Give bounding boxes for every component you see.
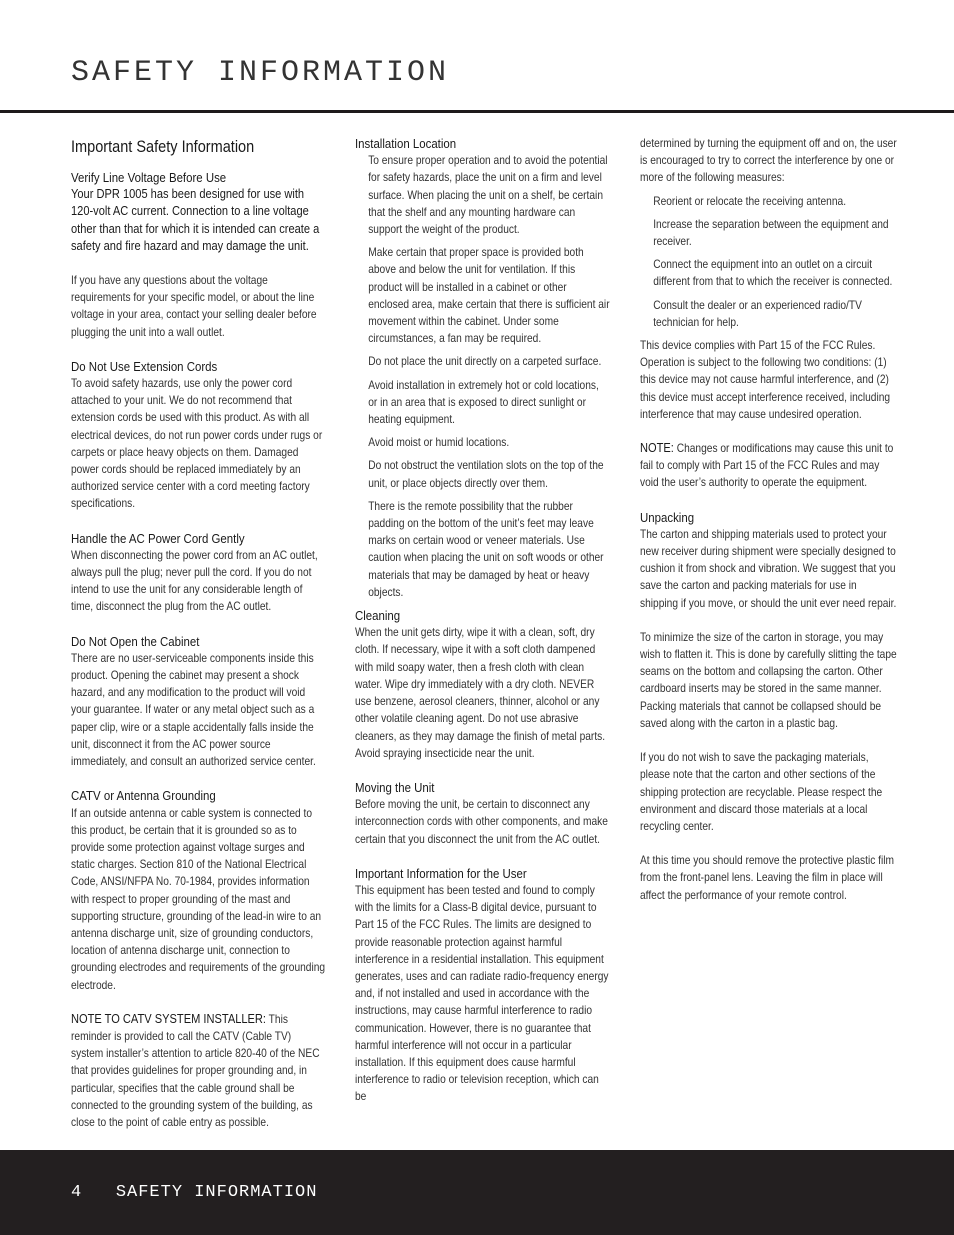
paragraph: If an outside antenna or cable system is connected to this product, be certain that it is grounded so as to provide some protection against voltage surges and static charges. Section 810 of the National Electrical Code, ANSI/NFPA No. 70-1984, provides information with respect to proper grounding of the mast and supporting structure, grounding of the lead-in wire to an antenna discharge unit, size of grounding conductors, location of antenna discharge unit, connection to grounding electrodes and requirements of the grounding electrode. [71, 806, 326, 992]
paragraph: Do not place the unit directly on a carpeted surface. [368, 355, 602, 369]
paragraph: To avoid safety hazards, use only the power cord attached to your unit. We do not recommend that extension cords be used with this product. As with all electrical devices, do not run power cords under rugs or carpets or place heavy objects on them. Damaged power cords should be replaced immediately by an authorized service center with a cord meeting factory specifications. [71, 377, 323, 511]
paragraph: Avoid moist or humid locations. [368, 436, 510, 450]
paragraph: determined by turning the equipment off and on, the user is encouraged to try to correct the interference by one or more of the following measures: [640, 137, 897, 185]
page-title: SAFETY INFORMATION [71, 56, 450, 90]
footer-bar [0, 1150, 954, 1235]
paragraph: If you have any questions about the voltage requirements for your specific model, or about the line voltage in your area, contact your selling dealer before plugging the unit into a wall outlet. [71, 274, 317, 339]
paragraph: When disconnecting the power cord from an AC outlet, always pull the plug; never pull the cord. If you do not intend to use the unit for any considerable length of time, disconnect the plug from the AC outlet. [71, 548, 318, 614]
paragraph: At this time you should remove the protective plastic film from the front-panel lens. Leaving the film in place will affect the performance of your remote control. [640, 854, 895, 902]
page-number: 4 [71, 1183, 83, 1202]
column-1 [71, 135, 326, 1136]
paragraph: To ensure proper operation and to avoid the potential for safety hazards, place the unit on a firm and level surface. When placing the unit on a shelf, be certain that the shelf and any mounting hardware can support the weight of the product. [368, 154, 608, 237]
catv-note [71, 1011, 326, 1131]
column-2 [355, 135, 610, 1111]
section-heading: Important Safety Information [71, 138, 255, 156]
measure-item: Consult the dealer or an experienced radio/TV technician for help. [653, 298, 862, 329]
subheading-power-cord: Handle the AC Power Cord Gently [71, 530, 245, 546]
paragraph: Avoid installation in extremely hot or cold locations, or in an area that is exposed to direct sunlight or heating equipment. [368, 378, 599, 427]
paragraph: Make certain that proper space is provided both above and below the unit for ventilation. If this product will be installed in a cabinet or other enclosed area, make certain that there is sufficient air movement within the cabinet. Under some circumstances, a fan may be required. [368, 246, 610, 346]
subheading-unpacking: Unpacking [640, 509, 695, 525]
subheading-installation: Installation Location [355, 136, 457, 151]
paragraph: The carton and shipping materials used to protect your new receiver during shipment were specially designed to cushion it from shock and vibration. We suggest that you save the carton and packing materials for use in shipping if you move, or should the unit ever need repair. [640, 527, 897, 610]
paragraph: Before moving the unit, be certain to disconnect any interconnection cords with other components, and make certain that you disconnect the unit from the AC outlet. [355, 798, 608, 846]
fcc-note [640, 440, 897, 492]
column-3 [640, 135, 897, 909]
note-text: This reminder is provided to call the CATV (Cable TV) system installer’s attention to article 820-40 of the NEC that provides guidelines for proper grounding and, in particular, specifies that the cable ground shall be connected to the grounding system of the building, as close to the point of cable entry as possible. [71, 1012, 320, 1129]
paragraph: Do not obstruct the ventilation slots on the top of the unit, or place objects directly over them. [368, 459, 604, 490]
paragraph: This device complies with Part 15 of the FCC Rules. Operation is subject to the following two conditions: (1) this device may not cause harmful interference, and (2) this device must accept interference received, including interference that may cause undesired operation. [640, 339, 891, 421]
footer-section-title: SAFETY INFORMATION [115, 1183, 318, 1202]
paragraph: When the unit gets dirty, wipe it with a clean, soft, dry cloth. If necessary, wipe it with a soft cloth dampened with mild soapy water, then a fresh cloth with clean water. Wipe dry immediately with a dry cloth. NEVER use benzene, aerosol cleaners, thinner, alcohol or any other volatile cleaning agent. Do not use abrasive cleaners, as they may damage the finish of metal parts. Avoid spraying insecticide near the unit. [355, 626, 606, 760]
paragraph: There is the remote possibility that the rubber padding on the bottom of the unit’s feet may leave marks on certain wood or veneer materials. Use caution when placing the unit on soft woods or other materials that may be damaged by heat or heavy objects. [368, 499, 604, 599]
note-label: NOTE TO CATV SYSTEM INSTALLER: [71, 1011, 267, 1026]
measure-item: Increase the separation between the equipment and receiver. [653, 217, 889, 249]
footer-label [71, 1183, 317, 1202]
subheading-user-info: Important Information for the User [355, 865, 527, 881]
paragraph: To minimize the size of the carton in storage, you may wish to flatten it. This is done by carefully slitting the tape seams on the bottom and collapsing the carton. Other cardboard inserts may be stored in the same manner. Packing materials that cannot be collapsed should be saved along with the carton in a plastic bag. [640, 630, 897, 730]
paragraph: There are no user-serviceable components inside this product. Opening the cabinet may present a shock hazard, and any modification to the product will void your guarantee. If water or any metal object such as a paper clip, wire or a staple accidentally falls inside the unit, disconnect it from the AC power source immediately, and consult an authorized service center. [71, 651, 316, 769]
paragraph: This equipment has been tested and found to comply with the limits for a Class-B digital device, pursuant to Part 15 of the FCC Rules. The limits are designed to provide reasonable protection against harmful interference in a residential installation. This equipment generates, uses and can radiate radio-frequency energy and, if not installed and used in accordance with the instructions, may cause harmful interference to radio communication. However, there is no guarantee that harmful interference will not occur in a particular installation. If this equipment does cause harmful interference to radio or television reception, which can be [355, 883, 609, 1104]
note-label: NOTE: [640, 441, 674, 456]
title-rule [0, 110, 954, 113]
paragraph: Your DPR 1005 has been designed for use with 120-volt AC current. Connection to a line voltage other than that for which it is intended can create a safety and fire hazard and may damage the unit. [71, 187, 320, 253]
subheading-catv: CATV or Antenna Grounding [71, 788, 216, 804]
subheading-cleaning: Cleaning [355, 608, 401, 624]
subheading-moving: Moving the Unit [355, 779, 435, 795]
paragraph: If you do not wish to save the packaging materials, please note that the carton and other sections of the shipping protection are recyclable. Please respect the environment and discard those materials at a local recycling center. [640, 751, 883, 833]
measure-item: Reorient or relocate the receiving antenna. [653, 194, 847, 208]
subheading-extension-cords: Do Not Use Extension Cords [71, 358, 218, 374]
note-text: Changes or modifications may cause this unit to fail to comply with Part 15 of the FCC Rules and may void the user’s authority to operate the equipment. [640, 442, 894, 490]
subheading-cabinet: Do Not Open the Cabinet [71, 633, 200, 649]
measure-item: Connect the equipment into an outlet on a circuit different from that to which the receiver is connected. [653, 258, 893, 289]
subheading-voltage: Verify Line Voltage Before Use [71, 170, 227, 185]
